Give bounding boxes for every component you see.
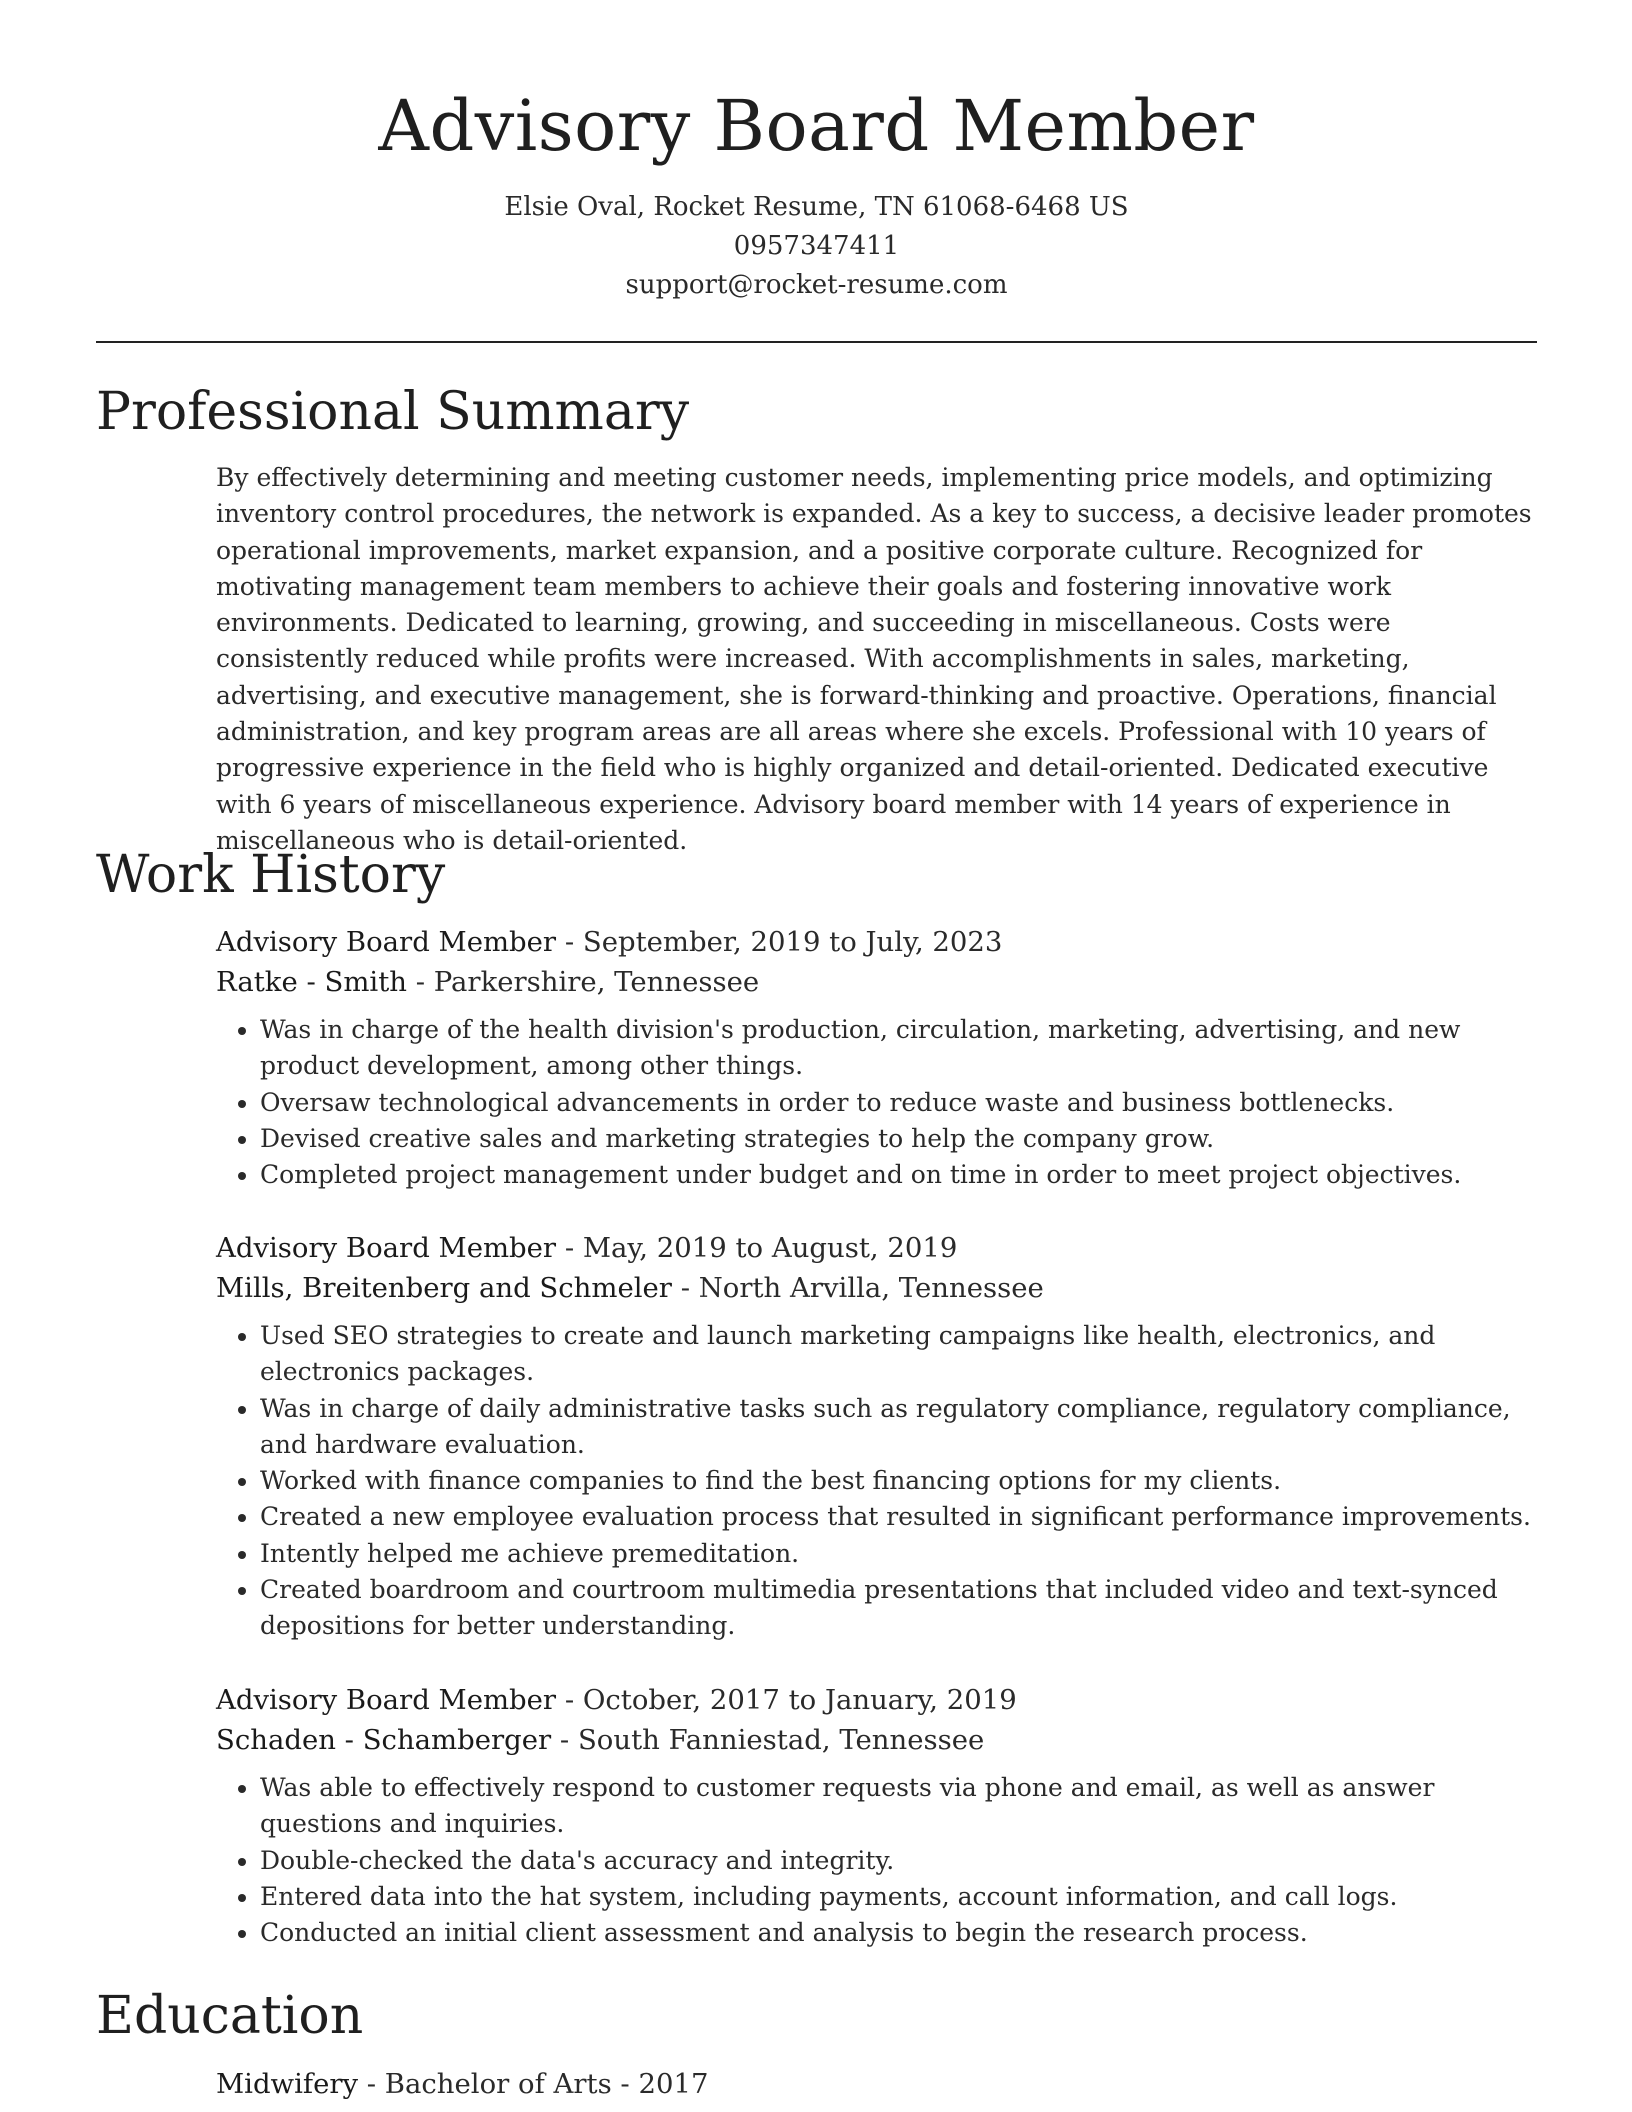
- header-divider: [96, 341, 1537, 343]
- job-title: Advisory Board Member: [216, 1232, 557, 1264]
- job-bullet: • Was in charge of the health division's production, circulation, marketing, advertising, and new product development, among other things.: [260, 1012, 1541, 1085]
- job-bullet: • Created boardroom and courtroom multimedia presentations that included video and text-synced depositions for better understanding.: [260, 1572, 1541, 1645]
- job-bullet: • Worked with finance companies to find the best financing options for my clients.: [260, 1463, 1541, 1499]
- job-bullet: • Was able to effectively respond to customer requests via phone and email, as well as answer questions and inquiries.: [260, 1770, 1541, 1843]
- job-bullet: • Entered data into the hat system, including payments, account information, and call logs.: [260, 1879, 1541, 1915]
- job-dates: - May, 2019 to August, 2019: [556, 1232, 958, 1264]
- job-dates: - September, 2019 to July, 2023: [556, 926, 1003, 958]
- job-bullet: • Double-checked the data's accuracy and integrity.: [260, 1843, 1541, 1879]
- job-bullet: • Used SEO strategies to create and launch marketing campaigns like health, electronics, and electronics packages.: [260, 1318, 1541, 1391]
- job-bullet: • Devised creative sales and marketing strategies to help the company grow.: [260, 1121, 1541, 1157]
- job-company-line: [216, 962, 1541, 1002]
- job-location: - North Arvilla, Tennessee: [671, 1272, 1044, 1304]
- job-bullet: • Conducted an initial client assessment and analysis to begin the research process.: [260, 1915, 1541, 1951]
- job-bullet: • Was in charge of daily administrative tasks such as regulatory compliance, regulatory compliance, and hardware evaluation.: [260, 1391, 1541, 1464]
- job-company: Schaden - Schamberger: [216, 1724, 552, 1756]
- job-bullet: • Intently helped me achieve premeditation.: [260, 1536, 1541, 1572]
- job-title-line: [216, 1680, 1541, 1720]
- resume-title: Advisory Board Member: [378, 85, 1255, 167]
- job-dates: - October, 2017 to January, 2019: [556, 1684, 1017, 1716]
- education-details: - Bachelor of Arts - 2017: [358, 2068, 709, 2100]
- education-entry: [216, 2064, 1541, 2104]
- job-location: - South Fanniestad, Tennessee: [551, 1724, 985, 1756]
- job-location: - Parkershire, Tennessee: [406, 966, 760, 998]
- job-company-line: [216, 1268, 1541, 1308]
- summary-heading: Professional Summary: [96, 382, 690, 442]
- education-heading: Education: [96, 1986, 364, 2046]
- contact-info: [96, 188, 1537, 305]
- job-bullet: • Created a new employee evaluation process that resulted in significant performance improvements.: [260, 1499, 1541, 1535]
- job-title: Advisory Board Member: [216, 1684, 557, 1716]
- job-entry: [216, 922, 1541, 1193]
- job-company: Mills, Breitenberg and Schmeler: [216, 1272, 672, 1304]
- job-company: Ratke - Smith: [216, 966, 407, 998]
- job-bullets: [216, 1318, 1541, 1645]
- job-title: Advisory Board Member: [216, 926, 557, 958]
- job-bullet: • Oversaw technological advancements in order to reduce waste and business bottlenecks.: [260, 1085, 1541, 1121]
- job-company-line: [216, 1720, 1541, 1760]
- work-history-heading: Work History: [96, 845, 446, 905]
- contact-address: Elsie Oval, Rocket Resume, TN 61068-6468 US: [504, 192, 1129, 222]
- job-title-line: [216, 922, 1541, 962]
- contact-email: support@rocket-resume.com: [625, 270, 1008, 300]
- summary-text: By effectively determining and meeting customer needs, implementing price models, and optimizing inventory control procedures, the network is expanded. As a key to success, a decisive leader promotes operational improvements, market expansion, and a positive corporate culture. Recognized for motivating management team members to achieve their goals and fostering innovative work environments. Dedicated to learning, growing, and succeeding in miscellaneous. Costs were consistently reduced while profits were increased. With accomplishments in sales, marketing, advertising, and executive management, she is forward-thinking and proactive. Operations, financial administration, and key program areas are all areas where she excels. Professional with 10 years of progressive experience in the field who is highly organized and detail-oriented. Dedicated executive with 6 years of miscellaneous experience. Advisory board member with 14 years of experience in miscellaneous who is detail-oriented.: [216, 463, 1532, 855]
- education-field: Midwifery: [216, 2068, 359, 2100]
- contact-phone: 0957347411: [733, 231, 900, 261]
- job-entry: [216, 1680, 1541, 1951]
- job-bullets: [216, 1012, 1541, 1193]
- job-bullet: • Completed project management under budget and on time in order to meet project objectives.: [260, 1157, 1541, 1193]
- job-entry: [216, 1228, 1541, 1645]
- resume-header: [96, 84, 1537, 305]
- job-title-line: [216, 1228, 1541, 1268]
- job-bullets: [216, 1770, 1541, 1951]
